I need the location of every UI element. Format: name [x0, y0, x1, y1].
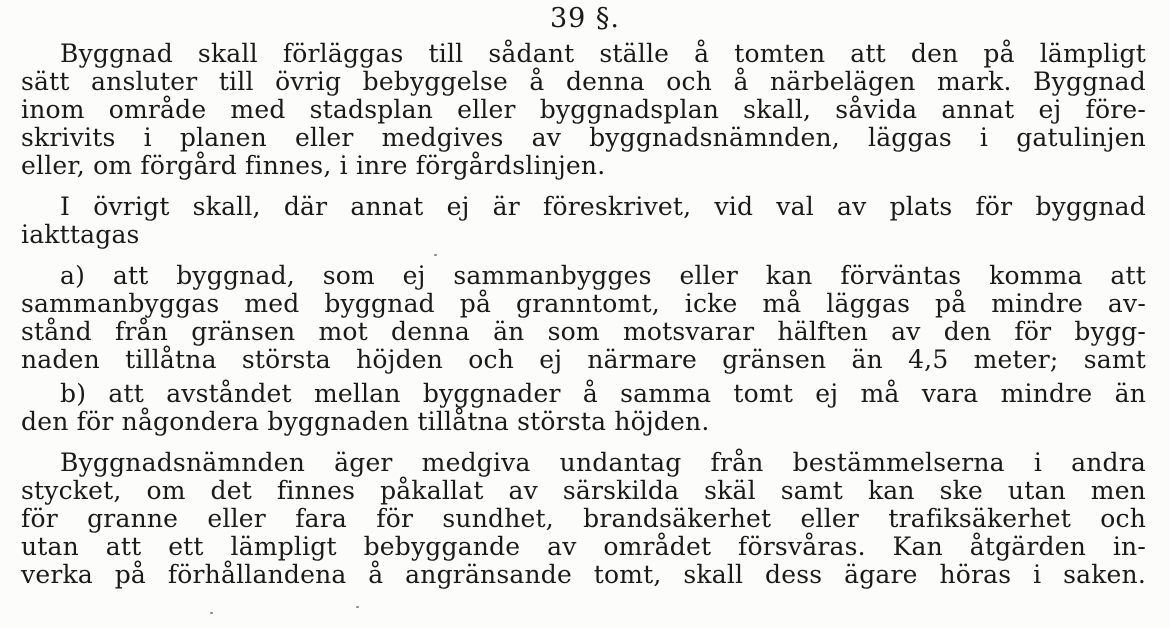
paragraph-1-line-5: eller, om förgård finnes, i inre förgårdslinjen. — [21, 151, 606, 180]
paragraph-3-line-4: utan att ett lämpligt bebyggande av området försvåras. Kan åtgärden in- — [21, 532, 1146, 561]
paragraph-3-line-2: stycket, om det finnes påkallat av särskilda skäl samt kan ske utan men — [21, 476, 1146, 505]
item-a-line-2: sammanbyggas med byggnad på granntomt, icke må läggas på mindre av- — [21, 289, 1146, 318]
paragraph-3-line-3: för granne eller fara för sundhet, brandsäkerhet eller trafiksäkerhet och — [21, 504, 1146, 533]
paragraph-3-line-5: verka på förhållandena å angränsande tomt, skall dess ägare höras i saken. — [21, 560, 1146, 589]
paragraph-2-line-1: I övrigt skall, där annat ej är föreskrivet, vid val av plats för byggnad — [60, 192, 1146, 221]
scan-speck — [210, 612, 213, 614]
scan-speck — [434, 254, 437, 256]
paragraph-1-line-3: inom område med stadsplan eller byggnadsplan skall, såvida annat ej före- — [21, 95, 1146, 124]
paragraph-2-line-2: iakttagas — [21, 220, 140, 249]
paragraph-1-line-4: skrivits i planen eller medgives av byggnadsnämnden, läggas i gatulinjen — [21, 123, 1146, 152]
item-b-line-2: den för någondera byggnaden tillåtna största höjden. — [21, 407, 710, 436]
paragraph-1-line-1: Byggnad skall förläggas till sådant ställe å tomten att den på lämpligt — [60, 39, 1146, 68]
item-a-line-4: naden tillåtna största höjden och ej närmare gränsen än 4,5 meter; samt — [21, 345, 1146, 374]
item-a-line-1: a) att byggnad, som ej sammanbygges eller kan förväntas komma att — [60, 261, 1146, 290]
section-heading: 39 §. — [549, 3, 621, 34]
item-b-line-1: b) att avståndet mellan byggnader å samma tomt ej må vara mindre än — [60, 379, 1146, 408]
item-a-line-3: stånd från gränsen mot denna än som motsvarar hälften av den för bygg- — [21, 317, 1146, 346]
paragraph-3-line-1: Byggnadsnämnden äger medgiva undantag från bestämmelserna i andra — [60, 448, 1146, 477]
paragraph-1-line-2: sätt ansluter till övrig bebyggelse å denna och å närbelägen mark. Byggnad — [21, 67, 1146, 96]
scan-speck — [356, 606, 359, 608]
